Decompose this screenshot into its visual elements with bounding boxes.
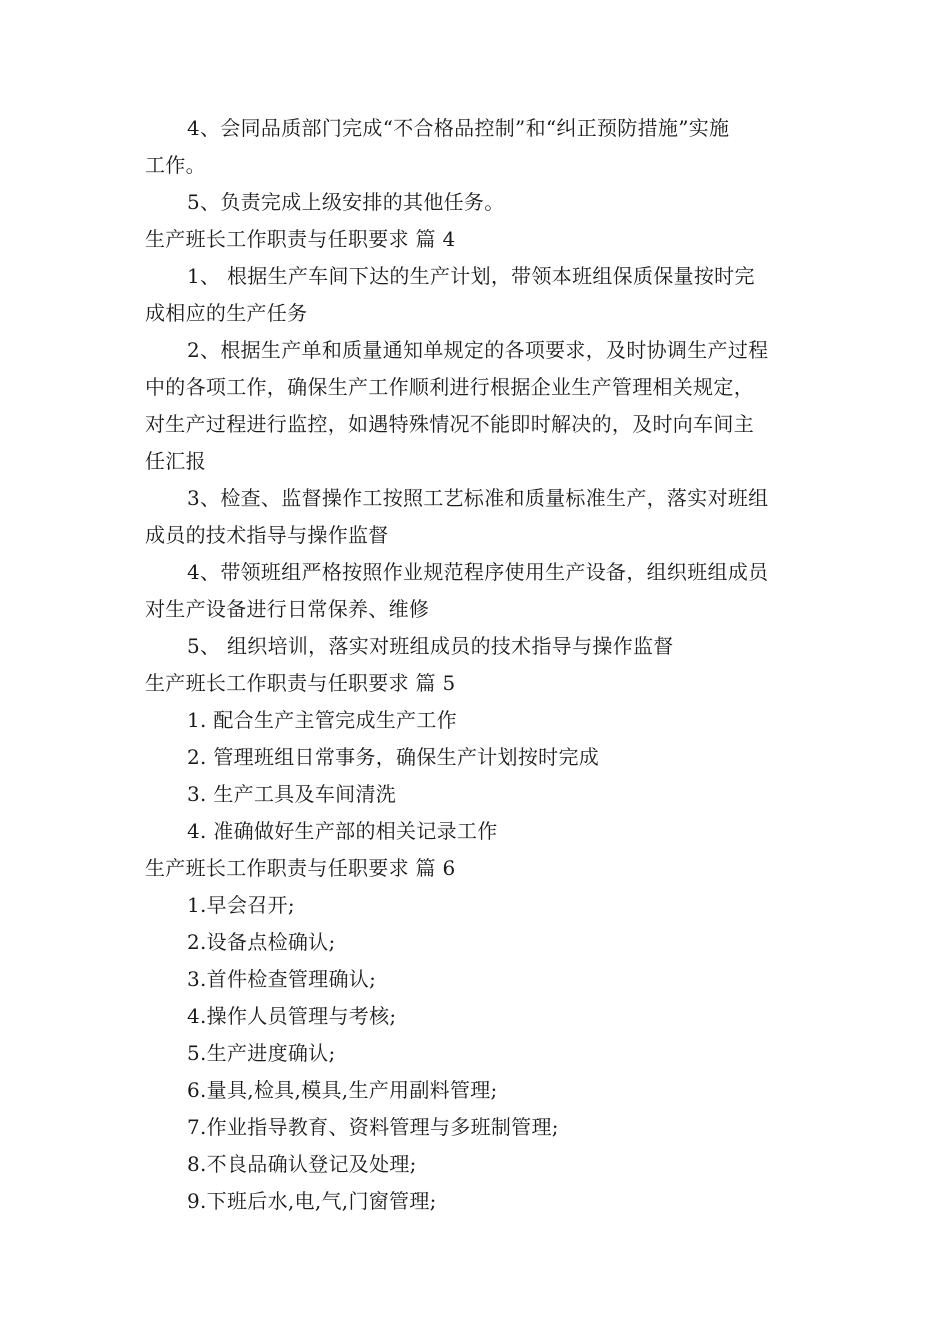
list-item: 4.操作人员管理与考核; bbox=[187, 1004, 397, 1028]
section-heading: 生产班长工作职责与任职要求 篇 6 bbox=[145, 856, 456, 880]
list-item: 6.量具,检具,模具,生产用副料管理; bbox=[187, 1078, 498, 1102]
paragraph-line: 4、带领班组严格按照作业规范程序使用生产设备，组织班组成员 bbox=[187, 560, 769, 584]
list-item: 3.首件检查管理确认; bbox=[187, 967, 377, 991]
paragraph-line: 1、 根据生产车间下达的生产计划，带领本班组保质保量按时完 bbox=[187, 264, 755, 288]
section-heading: 生产班长工作职责与任职要求 篇 5 bbox=[145, 671, 456, 695]
paragraph-line: 成员的技术指导与操作监督 bbox=[145, 523, 389, 547]
paragraph-line: 5、负责完成上级安排的其他任务。 bbox=[187, 190, 505, 214]
list-item: 9.下班后水,电,气,门窗管理; bbox=[187, 1189, 437, 1213]
paragraph-line: 2、根据生产单和质量通知单规定的各项要求，及时协调生产过程 bbox=[187, 338, 769, 362]
paragraph-line: 3、检查、监督操作工按照工艺标准和质量标准生产，落实对班组 bbox=[187, 486, 769, 510]
section-heading: 生产班长工作职责与任职要求 篇 4 bbox=[145, 227, 456, 251]
paragraph-line: 任汇报 bbox=[145, 449, 206, 473]
list-item: 8.不良品确认登记及处理; bbox=[187, 1152, 417, 1176]
paragraph-line: 4、会同品质部门完成“不合格品控制”和“纠正预防措施”实施 bbox=[187, 116, 730, 140]
list-item: 4. 准确做好生产部的相关记录工作 bbox=[187, 819, 498, 843]
paragraph-line: 对生产设备进行日常保养、维修 bbox=[145, 597, 430, 621]
list-item: 1.早会召开; bbox=[187, 893, 295, 917]
paragraph-line: 5、 组织培训，落实对班组成员的技术指导与操作监督 bbox=[187, 634, 674, 658]
list-item: 1. 配合生产主管完成生产工作 bbox=[187, 708, 457, 732]
list-item: 3. 生产工具及车间清洗 bbox=[187, 782, 397, 806]
list-item: 5.生产进度确认; bbox=[187, 1041, 336, 1065]
paragraph-line: 工作。 bbox=[145, 153, 206, 177]
list-item: 7.作业指导教育、资料管理与多班制管理; bbox=[187, 1115, 559, 1139]
paragraph-line: 对生产过程进行监控，如遇特殊情况不能即时解决的，及时向车间主 bbox=[145, 412, 754, 436]
list-item: 2.设备点检确认; bbox=[187, 930, 336, 954]
list-item: 2. 管理班组日常事务，确保生产计划按时完成 bbox=[187, 745, 600, 769]
paragraph-line: 成相应的生产任务 bbox=[145, 301, 308, 325]
paragraph-line: 中的各项工作，确保生产工作顺利进行根据企业生产管理相关规定， bbox=[145, 375, 754, 399]
